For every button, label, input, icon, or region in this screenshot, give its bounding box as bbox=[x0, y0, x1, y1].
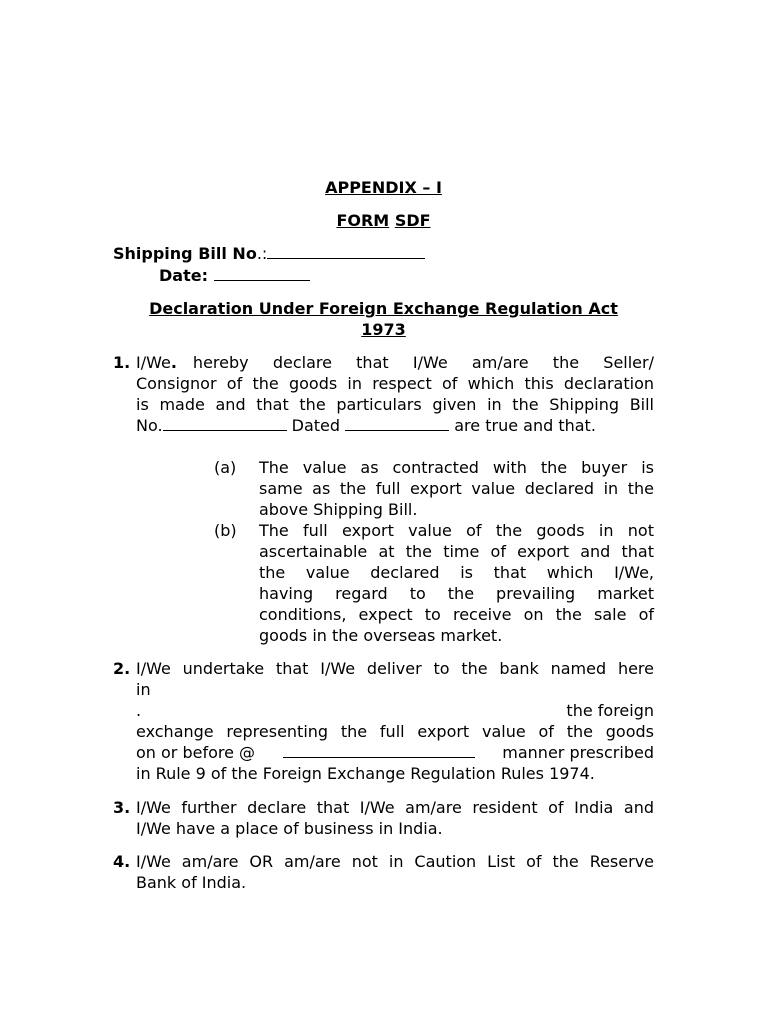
date-before-blank bbox=[283, 743, 475, 758]
date-blank bbox=[214, 266, 310, 281]
item-3-number: 3. bbox=[113, 798, 131, 817]
shipping-bill-blank bbox=[267, 244, 425, 259]
subitem-a-label: (a) bbox=[214, 458, 237, 477]
item-2-number: 2. bbox=[113, 659, 131, 678]
date-label: Date: bbox=[159, 266, 208, 285]
form-label: FORM bbox=[336, 211, 390, 230]
subitem-a-text: The value as contracted with the buyer is same as the full export value declared in the above Shipping Bill. bbox=[259, 458, 654, 519]
item-1-number: 1. bbox=[113, 353, 131, 372]
item-4-number: 4. bbox=[113, 852, 131, 871]
subitem-b-text: The full export value of the goods in not ascertainable at the time of export and that the value declared is that which I/We, having regard to the prevailing market conditions, expect to receive on the sale of goods in the overseas market. bbox=[259, 521, 654, 645]
dated-blank bbox=[345, 416, 449, 431]
item-1-text: I/We . hereby declare that I/We am/are the Seller/ Consignor of the goods in respect of which this declaration is made and that the particulars given in the Shipping Bill No. Dated are true and that. bbox=[136, 353, 654, 435]
item-3-text: I/We further declare that I/We am/are resident of India and I/We have a place of business in India. bbox=[136, 798, 654, 838]
item-2-text: I/We undertake that I/We deliver to the bank named here in . the foreign exchange representing the full export value of the goods on or before @ manner prescribed in Rule 9 of the Foreign Exchange Regulation Rules 1974. bbox=[136, 659, 654, 783]
form-heading bbox=[113, 210, 654, 231]
declaration-title: Declaration Under Foreign Exchange Regulation Act 1973 bbox=[149, 299, 618, 339]
shipping-bill-line bbox=[113, 243, 425, 264]
form-code: SDF bbox=[394, 211, 431, 230]
shipping-bill-no-blank bbox=[163, 416, 287, 431]
item-4-text: I/We am/are OR am/are not in Caution List of the Reserve Bank of India. bbox=[136, 852, 654, 892]
shipping-bill-label: Shipping Bill No bbox=[113, 244, 257, 263]
shipping-bill-punct: .: bbox=[256, 244, 268, 263]
date-line bbox=[159, 265, 310, 286]
subitem-b-label: (b) bbox=[214, 521, 237, 540]
appendix-heading: APPENDIX – I bbox=[325, 178, 442, 197]
